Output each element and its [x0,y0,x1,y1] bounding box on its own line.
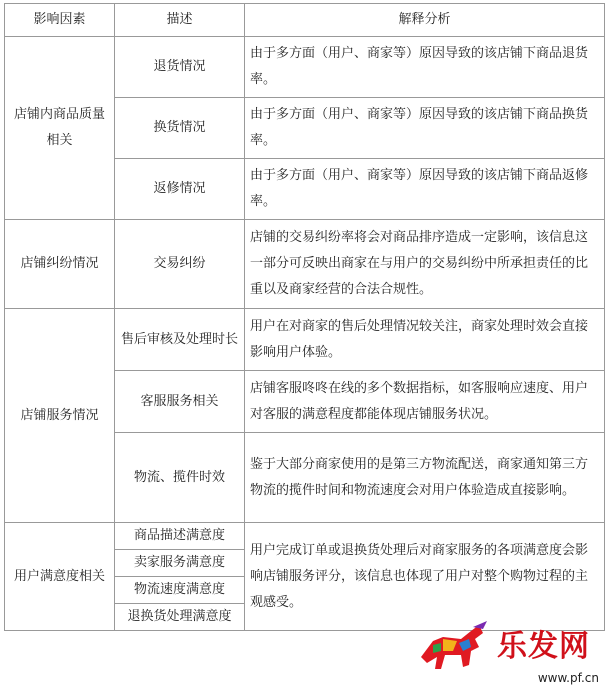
analysis-cell: 由于多方面（用户、商家等）原因导致的该店铺下商品退货率。 [245,37,605,98]
analysis-cell: 店铺客服咚咚在线的多个数据指标，如客服响应速度、用户对客服的满意程度都能体现店铺服务状况。 [245,371,605,433]
analysis-cell: 由于多方面（用户、商家等）原因导致的该店铺下商品返修率。 [245,159,605,220]
analysis-cell: 由于多方面（用户、商家等）原因导致的该店铺下商品换货率。 [245,98,605,159]
description-cell: 售后审核及处理时长 [115,309,245,371]
table-row [5,523,605,550]
description-cell: 返修情况 [115,159,245,220]
factor-cell: 店铺内商品质量相关 [5,37,115,220]
analysis-cell: 店铺的交易纠纷率将会对商品排序造成一定影响，该信息这一部分可反映出商家在与用户的交易纠纷中所承担责任的比重以及商家经营的合法合规性。 [245,220,605,309]
table-header-row [5,4,605,37]
satisfaction-subitem: 卖家服务满意度 [115,550,245,577]
description-cell: 客服服务相关 [115,371,245,433]
satisfaction-subitem: 退换货处理满意度 [115,604,245,631]
analysis-cell: 鉴于大部分商家使用的是第三方物流配送，商家通知第三方物流的揽件时间和物流速度会对用户体验造成直接影响。 [245,433,605,523]
watermark-brand: 乐发网 [497,629,590,664]
site-watermark [413,615,603,685]
table-row [5,309,605,371]
analysis-cell: 用户在对商家的售后处理情况较关注，商家处理时效会直接影响用户体验。 [245,309,605,371]
satisfaction-subitem: 商品描述满意度 [115,523,245,550]
watermark-url: www.pf.cn [537,671,599,685]
analysis-cell: 用户完成订单或退换货处理后对商家服务的各项满意度会影响店铺服务评分，该信息也体现了用户对整个购物过程的主观感受。 [245,523,605,631]
header-analysis: 解释分析 [245,4,605,37]
factor-cell: 店铺纠纷情况 [5,220,115,309]
factor-cell: 店铺服务情况 [5,309,115,523]
table-row [5,220,605,309]
header-description: 描述 [115,4,245,37]
description-cell: 退货情况 [115,37,245,98]
table-row [5,37,605,98]
description-cell: 换货情况 [115,98,245,159]
header-factor: 影响因素 [5,4,115,37]
bull-logo-icon [413,617,499,679]
satisfaction-subitem: 物流速度满意度 [115,577,245,604]
description-cell: 交易纠纷 [115,220,245,309]
ranking-factors-table [4,3,605,631]
description-cell: 物流、揽件时效 [115,433,245,523]
factor-cell: 用户满意度相关 [5,523,115,631]
